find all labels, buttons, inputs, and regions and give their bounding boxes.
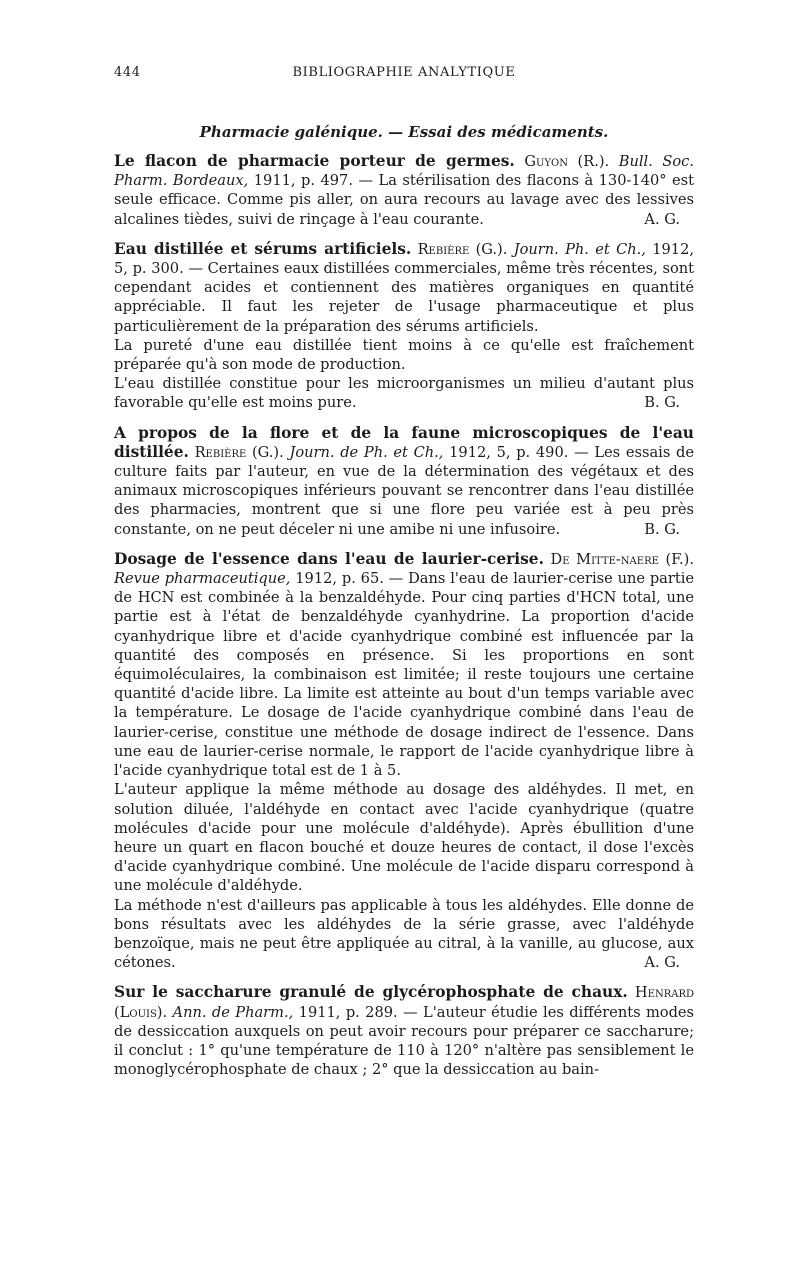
article-body: La stérilisation des flacons à 130-140° est seule efficace. Comme pis aller, on aura recours au lavage avec des lessives alcalines tièdes, suivi de rinçage à l'eau courante. — [114, 172, 695, 228]
article-journal: Journ. Ph. et Ch., — [513, 240, 646, 258]
article-authors: Guyon (R.). — [524, 153, 610, 170]
article-citation: 1912, p. 65. — — [295, 570, 404, 588]
running-title: BIBLIOGRAPHIE ANALYTIQUE — [292, 65, 516, 80]
article-paragraph — [114, 550, 694, 780]
article-body: L'auteur applique la même méthode au dosage des aldéhydes. Il met, en solution diluée, l'aldéhyde en contact avec l'acide cyanhydrique (quatre molécules d'acide pour une molécule d'aldéhyde). Après ébullition d'une heure un quart en flacon bouché et douze heures de contact, il dose l'excès d'acide cyanhydrique combiné. Une molécule de l'acide disparu correspond à une molécule d'aldéhyde. — [114, 781, 694, 895]
article-paragraph — [114, 336, 694, 374]
article-authors: De Mitte-naere (F.). — [550, 550, 695, 568]
article-signature: A. G. — [644, 210, 680, 228]
article-journal: Journ. de Ph. et Ch., — [289, 443, 444, 461]
article-entry — [114, 550, 694, 972]
article-paragraph — [114, 240, 694, 336]
article-journal: Ann. de Pharm., — [172, 1003, 294, 1021]
article-entry — [114, 983, 694, 1079]
article-citation: 1911, p. 497. — — [253, 172, 374, 190]
article-body: Dans l'eau de laurier-cerise une partie de HCN est combinée à la benzaldéhyde. Pour cinq parties d'HCN total, une partie est à l'état de benzaldéhyde cyanhydrine. La proportion d'acide cyanhydrique libre et d'acide cyanhydrique combiné est influencée par la quantité des composés en présence. Si les proportions en sont équimoléculaires, la combinaison est limitée; il reste toujours une certaine quantité d'acide libre. La limite est atteinte au bout d'un temps variable avec la température. Le dosage de l'acide cyanhydrique combiné dans l'eau de laurier-cerise, constitue une méthode de dosage indirect de l'essence. Dans une eau de laurier-cerise normale, le rapport de l'acide cyanhydrique libre à l'acide cyanhydrique total est de 1 à 5. — [114, 570, 695, 780]
article-authors: Rebière (G.). — [417, 240, 508, 258]
article-body: La méthode n'est d'ailleurs pas applicable à tous les aldéhydes. Elle donne de bons résultats avec les aldéhydes de la série grasse, avec l'aldéhyde benzoïque, mais ne peut être appliquée au citral, à la vanille, au glucose, aux cétones. — [114, 896, 694, 972]
article-citation: 1912, 5, p. 490. — — [449, 443, 589, 461]
article-list — [114, 152, 694, 1090]
article-title: Sur le saccharure granulé de glycérophosphate de chaux. — [114, 983, 628, 1002]
article-title: Eau distillée et sérums artificiels. — [114, 239, 412, 258]
article-paragraph — [114, 374, 694, 412]
page-number: 444 — [114, 65, 141, 80]
article-paragraph — [114, 424, 694, 539]
article-title: Dosage de l'essence dans l'eau de laurier-cerise. — [114, 549, 544, 568]
article-body: Les essais de culture faits par l'auteur, en vue de la détermination des végétaux et des animaux microscopiques inférieurs pouvant se rencontrer dans l'eau distillée des pharmacies, montrent que si une flore peu variée est à peu près constante, on ne peut déceler ni une amibe ni une infusoire. — [114, 443, 695, 538]
article-title: Le flacon de pharmacie porteur de germes. — [114, 152, 515, 170]
article-paragraph — [114, 983, 694, 1079]
article-authors: Henrard (Louis). — [114, 984, 694, 1021]
article-journal: Bull. Soc. Pharm. Bordeaux, — [114, 153, 694, 190]
article-signature: B. G. — [644, 520, 680, 538]
article-citation: 1912, 5, p. 300. — — [114, 240, 695, 278]
article-paragraph — [114, 896, 694, 973]
section-heading: Pharmacie galénique. — Essai des médicaments. — [199, 123, 609, 141]
article-signature: B. G. — [644, 394, 680, 412]
article-body: La pureté d'une eau distillée tient moins à ce qu'elle est fraîchement préparée qu'à son mode de production. — [114, 336, 694, 374]
article-paragraph — [114, 780, 694, 895]
article-authors: Rebière (G.). — [194, 443, 284, 461]
article-journal: Revue pharmaceutique, — [114, 570, 291, 588]
article-title: A propos de la flore et de la faune microscopiques de l'eau distillée. — [114, 423, 694, 461]
article-paragraph — [114, 152, 694, 229]
article-body: L'auteur étudie les différents modes de dessiccation auxquels on peut avoir recours pour préparer ce saccharure; il conclut : 1° qu'une température de 110 à 120° n'altère pas sensiblement le monoglycérophosphate de chaux ; 2° que la dessiccation au bain- — [114, 1003, 695, 1079]
page-header — [114, 65, 694, 87]
article-citation: 1911, p. 289. — — [298, 1003, 418, 1021]
article-body: Certaines eaux distillées commerciales, même très récentes, sont cependant acides et contiennent des matières organiques en quantité appréciable. Il faut les rejeter de l'usage pharmaceutique et plus particulièrement de la préparation des sérums artificiels. — [114, 260, 695, 335]
article-signature: A. G. — [644, 954, 680, 972]
article-entry — [114, 424, 694, 539]
article-entry — [114, 152, 694, 229]
article-entry — [114, 240, 694, 413]
article-body: L'eau distillée constitue pour les microorganismes un milieu d'autant plus favorable qu'elle est moins pure. — [114, 375, 694, 412]
